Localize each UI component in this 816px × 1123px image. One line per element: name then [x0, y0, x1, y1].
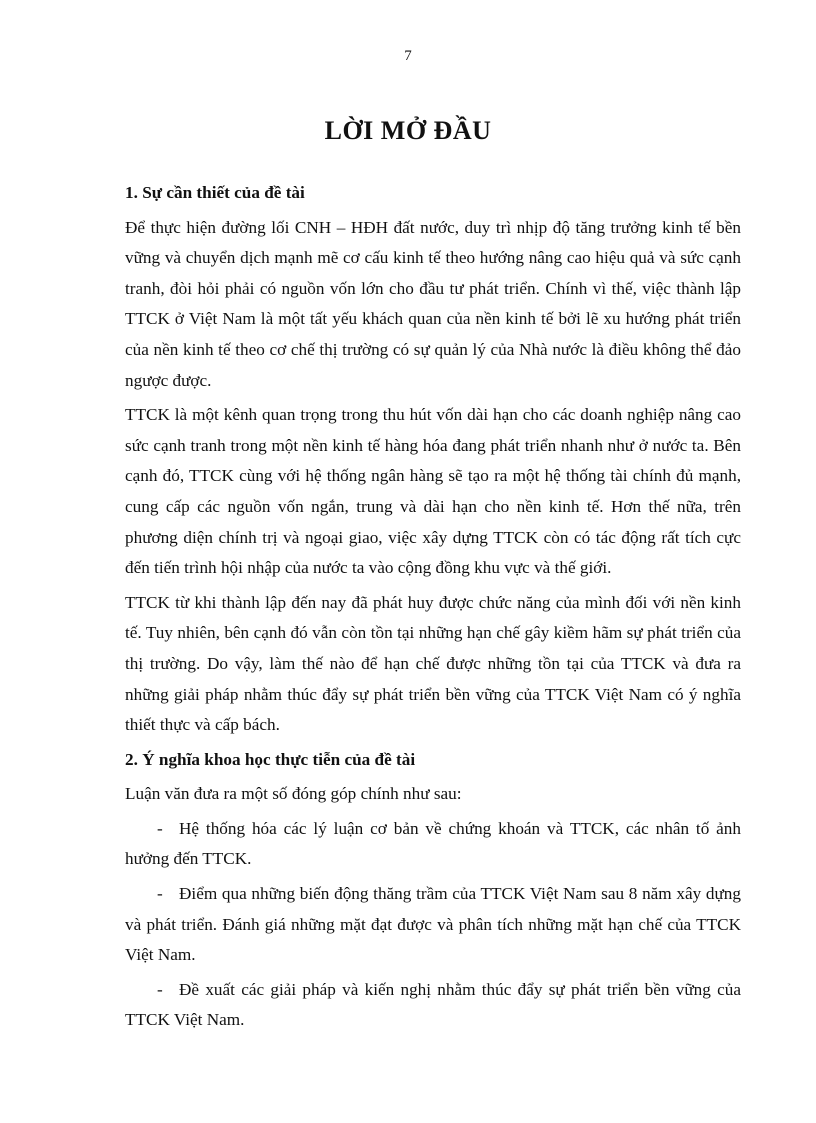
section-1-heading: 1. Sự cần thiết của đề tài — [125, 183, 305, 202]
bullet-dash: - — [157, 818, 163, 838]
bullet-item-1 — [125, 814, 741, 875]
bullet-item-2 — [125, 879, 741, 971]
bullet-text: Điểm qua những biến động thăng trầm của TTCK Việt Nam sau 8 năm xây dựng và phát triển. Đánh giá những mặt đạt được và phân tích những mặt hạn chế của TTCK Việt Nam. — [125, 884, 741, 965]
section-1-paragraph-3: TTCK từ khi thành lập đến nay đã phát huy được chức năng của mình đối với nền kinh tế. Tuy nhiên, bên cạnh đó vẫn còn tồn tại những hạn chế gây kiềm hãm sự phát triển của thị trường. Do vậy, làm thế nào để hạn chế được những tồn tại của TTCK và đưa ra những giải pháp nhằm thúc đẩy sự phát triển bền vững của TTCK Việt Nam có ý nghĩa thiết thực và cấp bách. — [125, 592, 741, 735]
bullet-dash: - — [157, 884, 163, 904]
document-body — [125, 178, 741, 1040]
page-title: LỜI MỞ ĐẦU — [324, 116, 492, 145]
section-2-intro: Luận văn đưa ra một số đóng góp chính như sau: — [125, 784, 462, 804]
section-2-heading: 2. Ý nghĩa khoa học thực tiễn của đề tài — [125, 749, 416, 769]
section-1-paragraph-2: TTCK là một kênh quan trọng trong thu hút vốn dài hạn cho các doanh nghiệp nâng cao sức cạnh tranh trong một nền kinh tế hàng hóa đang phát triển nhanh như ở nước ta. Bên cạnh đó, TTCK cùng với hệ thống ngân hàng sẽ tạo ra một hệ thống tài chính đủ mạnh, cung cấp các nguồn vốn ngắn, trung và dài hạn cho nền kinh tế. Hơn thế nữa, trên phương diện chính trị và ngoại giao, việc xây dựng TTCK còn có tác động rất tích cực đến tiến trình hội nhập của nước ta vào cộng đồng khu vực và thế giới. — [125, 405, 741, 578]
bullet-text: Hệ thống hóa các lý luận cơ bản về chứng khoán và TTCK, các nhân tố ảnh hưởng đến TTCK. — [125, 818, 741, 869]
bullet-text: Đề xuất các giải pháp và kiến nghị nhằm thúc đẩy sự phát triển bền vững của TTCK Việt Nam. — [125, 979, 741, 1030]
bullet-dash: - — [157, 979, 163, 999]
section-1-paragraph-1: Để thực hiện đường lối CNH – HĐH đất nước, duy trì nhịp độ tăng trưởng kinh tế bền vững và chuyển dịch mạnh mẽ cơ cấu kinh tế theo hướng nâng cao hiệu quả và sức cạnh tranh, đòi hỏi phải có nguồn vốn lớn cho đầu tư phát triển. Chính vì thế, việc thành lập TTCK ở Việt Nam là một tất yếu khách quan của nền kinh tế bởi lẽ xu hướng phát triển của nền kinh tế theo cơ chế thị trường có sự quản lý của Nhà nước là điều không thể đảo ngược được. — [125, 217, 741, 390]
page-number: 7 — [404, 48, 412, 64]
bullet-item-3 — [125, 975, 741, 1036]
